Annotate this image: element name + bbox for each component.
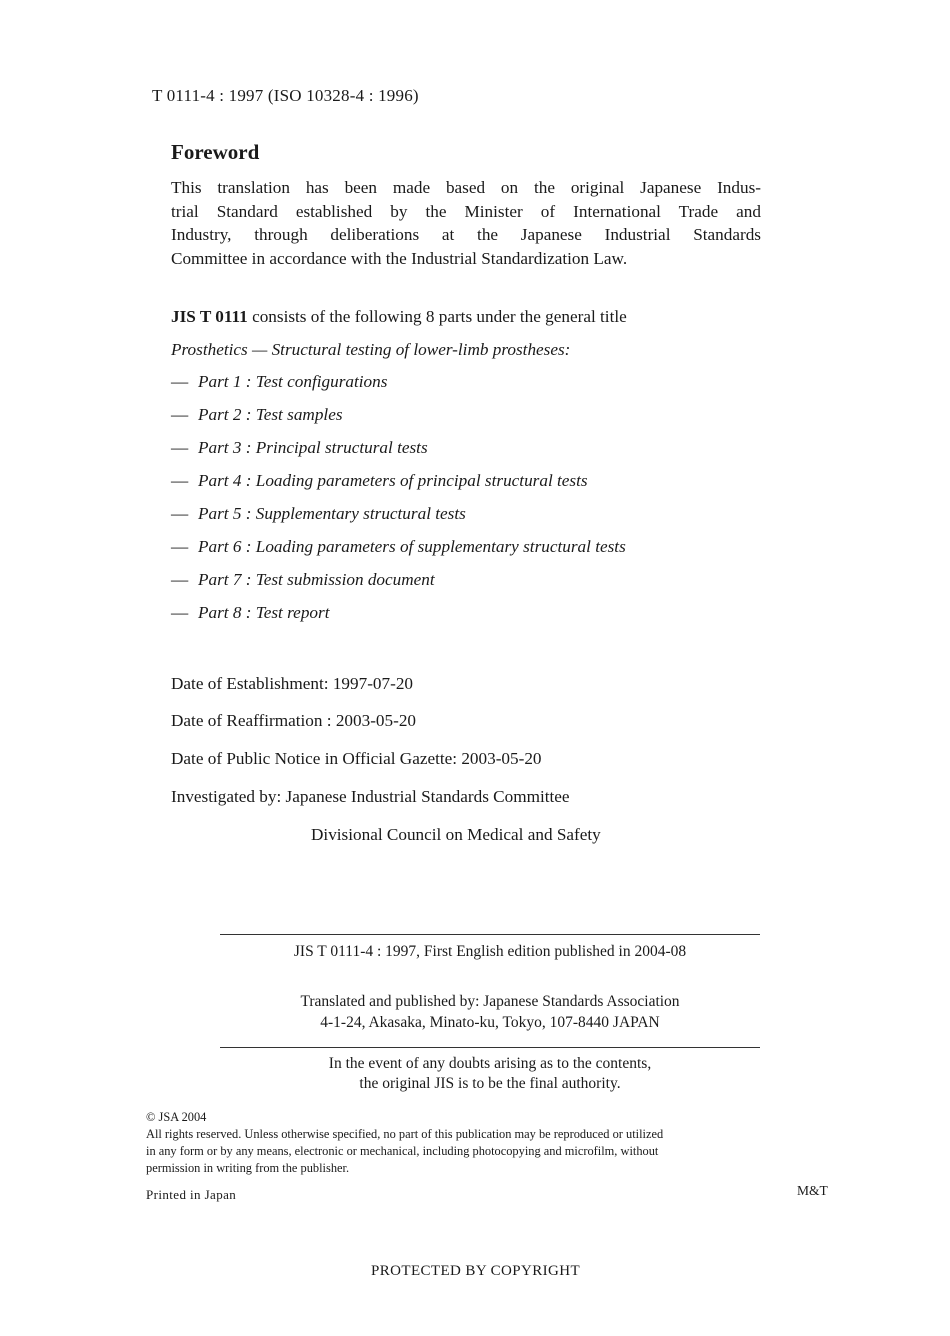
list-item — [171, 570, 626, 603]
date-of-establishment: Date of Establishment: 1997-07-20 — [171, 674, 414, 693]
dash-bullet: — — [171, 504, 189, 523]
list-item — [171, 438, 626, 471]
investigated-by: Investigated by: Japanese Industrial Standards Committee — [171, 787, 570, 806]
document-designation: T 0111-4 : 1997 (ISO 10328-4 : 1996) — [152, 86, 419, 105]
list-item — [171, 537, 626, 570]
rights-text: permission in writing from the publisher. — [146, 1161, 350, 1175]
part-title: Part 5 : Supplementary structural tests — [198, 504, 466, 523]
doubts-line: In the event of any doubts arising as to the contents, — [328, 1055, 652, 1072]
part-title: Part 6 : Loading parameters of supplementary structural tests — [198, 537, 626, 556]
parts-intro-text: consists of the following 8 parts under the general title — [247, 307, 627, 326]
date-of-reaffirmation: Date of Reaffirmation : 2003-05-20 — [171, 711, 417, 730]
copyright-notice: © JSA 2004 — [146, 1110, 207, 1124]
list-item — [171, 504, 626, 537]
dash-bullet: — — [171, 471, 189, 490]
list-item — [171, 471, 626, 504]
dash-bullet: — — [171, 438, 189, 457]
edition-line: JIS T 0111-4 : 1997, First English edition published in 2004-08 — [293, 943, 687, 960]
part-title: Part 1 : Test configurations — [198, 372, 388, 391]
foreword-heading: Foreword — [171, 140, 260, 164]
authority-line: the original JIS is to be the final authority. — [359, 1075, 621, 1092]
foreword-paragraph — [171, 176, 761, 270]
foreword-line: trial Standard established by the Minister of International Trade and — [171, 201, 761, 221]
rights-text: in any form or by any means, electronic or mechanical, including photocopying and microfilm, without — [146, 1144, 659, 1158]
list-item — [171, 603, 626, 636]
parts-list — [171, 372, 626, 636]
general-title: Prosthetics — Structural testing of lower-limb prostheses: — [171, 340, 571, 359]
divider — [220, 934, 760, 935]
investigated-by-council: Divisional Council on Medical and Safety — [311, 825, 601, 844]
dash-bullet: — — [171, 570, 189, 589]
dash-bullet: — — [171, 372, 189, 391]
dash-bullet: — — [171, 537, 189, 556]
part-title: Part 8 : Test report — [198, 603, 330, 622]
rights-text: All rights reserved. Unless otherwise specified, no part of this publication may be reproduced or utilized — [146, 1127, 664, 1141]
part-title: Part 2 : Test samples — [198, 405, 343, 424]
printed-in: Printed in Japan — [146, 1187, 237, 1202]
foreword-line: Industry, through deliberations at the Japanese Industrial Standards — [171, 225, 761, 244]
list-item — [171, 405, 626, 438]
part-title: Part 7 : Test submission document — [198, 570, 435, 589]
part-title: Part 4 : Loading parameters of principal structural tests — [198, 471, 588, 490]
divider — [220, 1047, 760, 1048]
dash-bullet: — — [171, 603, 189, 622]
dash-bullet: — — [171, 405, 189, 424]
printer-code: M&T — [797, 1183, 828, 1198]
copyright-block — [146, 1109, 758, 1177]
list-item — [171, 372, 626, 405]
foreword-line: This translation has been made based on the original Japanese Indus- — [171, 178, 761, 197]
publisher-address: 4-1-24, Akasaka, Minato-ku, Tokyo, 107-8440 JAPAN — [320, 1014, 660, 1031]
date-of-public-notice: Date of Public Notice in Official Gazette: 2003-05-20 — [171, 749, 542, 768]
protected-by-copyright: PROTECTED BY COPYRIGHT — [371, 1263, 581, 1279]
standard-number: JIS T 0111 — [171, 307, 248, 326]
parts-intro — [171, 307, 627, 327]
part-title: Part 3 : Principal structural tests — [198, 438, 428, 457]
foreword-line: Committee in accordance with the Industrial Standardization Law. — [171, 248, 628, 268]
publisher-line: Translated and published by: Japanese Standards Association — [300, 993, 680, 1010]
